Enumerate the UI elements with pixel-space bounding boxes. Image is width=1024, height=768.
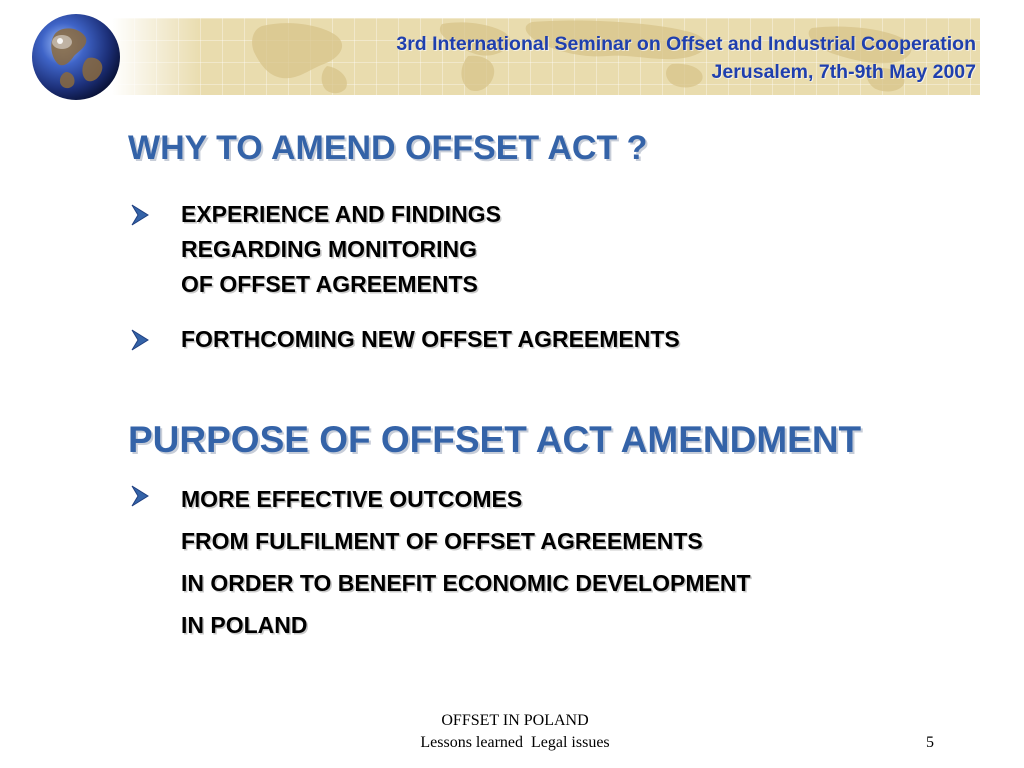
bullet-line: IN POLAND [181,612,308,638]
seminar-title-line1: 3rd International Seminar on Offset and Industrial Cooperation [396,33,976,55]
header-banner [112,18,980,95]
arrowhead-bullet-icon [128,325,168,355]
bullet-line: MORE EFFECTIVE OUTCOMES [181,486,523,512]
bullet-line: FROM FULFILMENT OF OFFSET AGREEMENTS [181,528,703,554]
bullet-line: FORTHCOMING NEW OFFSET AGREEMENTS [181,326,680,352]
bullet-line: OF OFFSET AGREEMENTS [181,271,478,297]
section-heading-purpose: PURPOSE OF OFFSET ACT AMENDMENT [128,419,862,460]
bullet-line: EXPERIENCE AND FINDINGS [181,201,501,227]
bullet-forthcoming-agreements [181,322,680,357]
footer-line-1: OFFSET IN POLAND [441,712,589,729]
footer-line-2: Lessons learned Legal issues [420,734,610,751]
bullet-line: REGARDING MONITORING [181,236,478,262]
bullet-effective-outcomes [181,478,751,646]
arrowhead-bullet-icon [128,481,168,511]
seminar-title-line2: Jerusalem, 7th-9th May 2007 [711,61,976,83]
globe-icon [30,12,122,102]
seminar-title [396,30,976,86]
section-heading-why-amend: WHY TO AMEND OFFSET ACT ? [128,129,648,167]
bullet-line: IN ORDER TO BENEFIT ECONOMIC DEVELOPMENT [181,570,751,596]
banner-left-fade [112,18,202,95]
slide-footer [395,710,635,754]
bullet-experience-findings [181,197,501,302]
arrowhead-bullet-icon [128,200,168,230]
page-number: 5 [926,734,934,751]
